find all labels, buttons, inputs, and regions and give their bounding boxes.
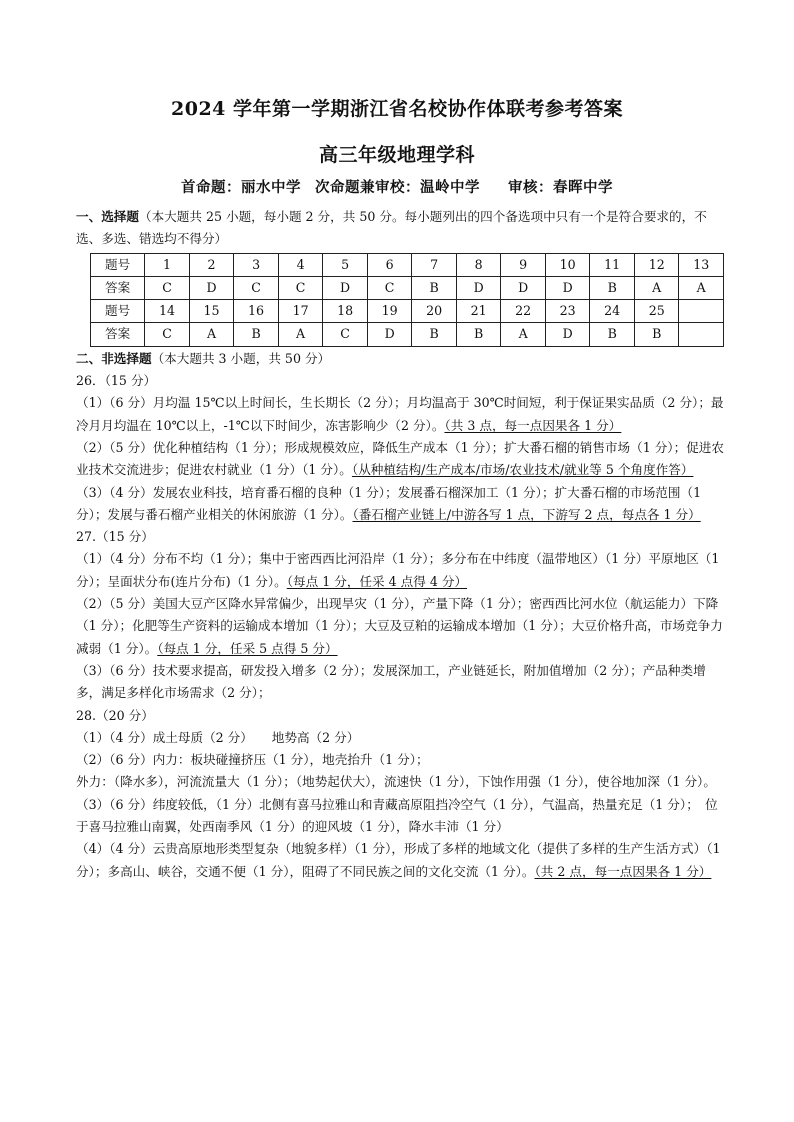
question-number-cell: 6 (367, 253, 412, 276)
answer-cell: C (234, 276, 279, 299)
question-number-cell: 17 (278, 300, 323, 323)
q27-part1-text: （1）（4 分）分布不均（1 分）；集中于密西西比河沿岸（1 分）；多分布在中纬度（温带地区）（1 分）平原地区（1 分）；呈面状分布(连片分布)（1 分）。 (76, 551, 720, 589)
q26-part3 (76, 482, 724, 527)
question-number-cell: 3 (234, 253, 279, 276)
q26-part3-text: （3）（4 分）发展农业科技，培育番石榴的良种（1 分）；发展番石榴深加工（1 分）；扩大番石榴的市场范围（1 分）；发展与番石榴产业相关的休闲旅游（1 分）。 (76, 484, 702, 522)
table-row-question-numbers-1 (91, 253, 724, 276)
answer-cell: A (679, 276, 724, 299)
answer-cell: C (145, 276, 190, 299)
answer-cell: A (501, 323, 546, 346)
q27-part1 (76, 548, 724, 593)
question-number-cell: 25 (634, 300, 679, 323)
question-number-cell: 20 (412, 300, 457, 323)
question-number-cell: 16 (234, 300, 279, 323)
row-label-question: 题号 (91, 300, 145, 323)
q28-part2-internal: （2）（6 分）内力：板块碰撞挤压（1 分），地壳抬升（1 分）； (76, 752, 429, 768)
section1-intro (76, 206, 724, 251)
question-number-cell: 19 (367, 300, 412, 323)
answer-cell: A (189, 323, 234, 346)
answer-cell: D (545, 323, 590, 346)
q28-part4-text: （4）（4 分）云贵高原地形类型复杂（地貌多样）（1 分），形成了多样的地域文化（提供了多样的生产生活方式）（1 分）；多高山、峡谷，交通不便（1 分），阻碍了不同民族之间的文化交流（1 分）。 (76, 841, 721, 879)
section2-intro (76, 348, 724, 370)
question-number-cell (679, 300, 724, 323)
q28-heading: 28.（20 分） (76, 707, 154, 723)
setter-info-line (40, 176, 754, 197)
question-number-cell: 7 (412, 253, 457, 276)
q26-part1-text: （1）（6 分）月均温 15℃以上时间长，生长期长（2 分）；月均温高于 30℃时间短，利于保证果实品质（2 分）；最冷月月均温在 10℃以上，-1℃以下时间少，冻害影响少（2 分）。 (76, 395, 724, 433)
q28-part3: （3）（6 分）纬度较低，（1 分）北侧有喜马拉雅山和青藏高原阻挡冷空气（1 分），气温高，热量充足（1 分）； 位于喜马拉雅山南翼，处西南季风（1 分）的迎风坡（1 分），降水丰沛（1 分） (76, 796, 718, 835)
answer-cell: B (234, 323, 279, 346)
q28-part4 (76, 838, 724, 883)
question-number-cell: 15 (189, 300, 234, 323)
question-number-cell: 13 (679, 253, 724, 276)
answer-cell: D (323, 276, 368, 299)
answer-cell: C (278, 276, 323, 299)
answer-cell: B (590, 276, 635, 299)
q27-heading: 27.（15 分） (76, 529, 154, 545)
reviewer: 审核：春晖中学 (508, 179, 613, 196)
question-number-cell: 9 (501, 253, 546, 276)
answer-cell: C (323, 323, 368, 346)
question-number-cell: 1 (145, 253, 190, 276)
question-number-cell: 2 (189, 253, 234, 276)
answer-cell: B (456, 323, 501, 346)
section2-heading: 二、非选择题 (76, 350, 152, 366)
question-number-cell: 21 (456, 300, 501, 323)
answer-cell: A (634, 276, 679, 299)
q27-part2-scoring-note: （每点 1 分，任采 5 点得 5 分） (157, 640, 338, 656)
answer-cell: B (590, 323, 635, 346)
first-setter: 首命题：丽水中学 (181, 179, 301, 196)
answer-cell: B (634, 323, 679, 346)
section1-heading: 一、选择题 (76, 209, 139, 224)
q28-part2-external: 外力：（降水多），河流流量大（1 分）；（地势起伏大），流速快（1 分），下蚀作用强（1 分），使谷地加深（1 分）。 (76, 774, 716, 790)
question-number-cell: 14 (145, 300, 190, 323)
q27-part1-scoring-note: （每点 1 分，任采 4 点得 4 分） (286, 573, 468, 589)
q26-heading: 26．（15 分） (76, 373, 157, 389)
section1-instructions: （本大题共 25 小题，每小题 2 分，共 50 分。每小题列出的四个备选项中只有一个是符合要求的，不选、多选、错选均不得分） (76, 209, 707, 247)
table-row-question-numbers-2 (91, 300, 724, 323)
document-subtitle: 高三年级地理学科 (318, 144, 475, 166)
row-label-answer: 答案 (91, 276, 145, 299)
answer-cell: D (367, 323, 412, 346)
choice-answer-table (90, 253, 724, 347)
table-row-answers-2 (91, 323, 724, 346)
question-number-cell: 12 (634, 253, 679, 276)
answer-body (76, 206, 724, 883)
second-setter: 次命题兼审校：温岭中学 (315, 179, 480, 196)
answer-cell: A (278, 323, 323, 346)
row-label-question: 题号 (91, 253, 145, 276)
q26-part1-scoring-note: （共 3 点，每一点因果各 1 分） (444, 417, 622, 433)
question-number-cell: 10 (545, 253, 590, 276)
table-row-answers-1 (91, 276, 724, 299)
q28-part4-scoring-note: （共 2 点，每一点因果各 1 分） (534, 863, 712, 879)
question-number-cell: 5 (323, 253, 368, 276)
question-number-cell: 18 (323, 300, 368, 323)
answer-cell: D (501, 276, 546, 299)
answer-cell: B (412, 276, 457, 299)
section2-instructions: （本大题共 3 小题，共 50 分） (151, 350, 331, 366)
question-number-cell: 24 (590, 300, 635, 323)
q26-part2 (76, 437, 724, 482)
question-number-cell: 23 (545, 300, 590, 323)
answer-cell: C (145, 323, 190, 346)
question-number-cell: 11 (590, 253, 635, 276)
answer-cell: B (412, 323, 457, 346)
answer-cell: D (189, 276, 234, 299)
answer-cell: D (456, 276, 501, 299)
question-number-cell: 22 (501, 300, 546, 323)
answer-cell: D (545, 276, 590, 299)
q26-part3-scoring-note: （番石榴产业链上/中游各写 1 点，下游写 2 点，每点各 1 分） (352, 506, 701, 522)
q27-part2-text: （2）（5 分）美国大豆产区降水异常偏少，出现旱灾（1 分），产量下降（1 分）；密西西比河水位（航运能力）下降（1 分）；化肥等生产资料的运输成本增加（1 分）；大豆及豆粕的运输成本增加（1 分）；大豆价格升高，市场竞争力减弱（1 分）。 (76, 596, 723, 656)
q26-part2-text: （2）（5 分）优化种植结构（1 分）；形成规模效应，降低生产成本（1 分）；扩大番石榴的销售市场（1 分）；促进农业技术交流进步；促进农村就业（1 分）（1 分）。 (76, 439, 724, 478)
document-title: 2024 学年第一学期浙江省名校协作体联考参考答案 (171, 98, 623, 120)
question-number-cell: 8 (456, 253, 501, 276)
answer-cell (679, 323, 724, 346)
answer-cell: C (367, 276, 412, 299)
q28-part1: （1）（4 分）成土母质（2 分） 地势高（2 分） (76, 729, 360, 745)
row-label-answer: 答案 (91, 323, 145, 346)
q27-part2 (76, 593, 724, 660)
q26-part2-scoring-note: （从种植结构/生产成本/市场/农业技术/就业等 5 个角度作答） (351, 462, 694, 478)
question-number-cell: 4 (278, 253, 323, 276)
q27-part3: （3）（6 分）技术要求提高，研发投入增多（2 分）；发展深加工，产业链延长，附加值增加（2 分）；产品种类增多，满足多样化市场需求（2 分）； (76, 662, 706, 701)
q26-part1 (76, 392, 724, 437)
